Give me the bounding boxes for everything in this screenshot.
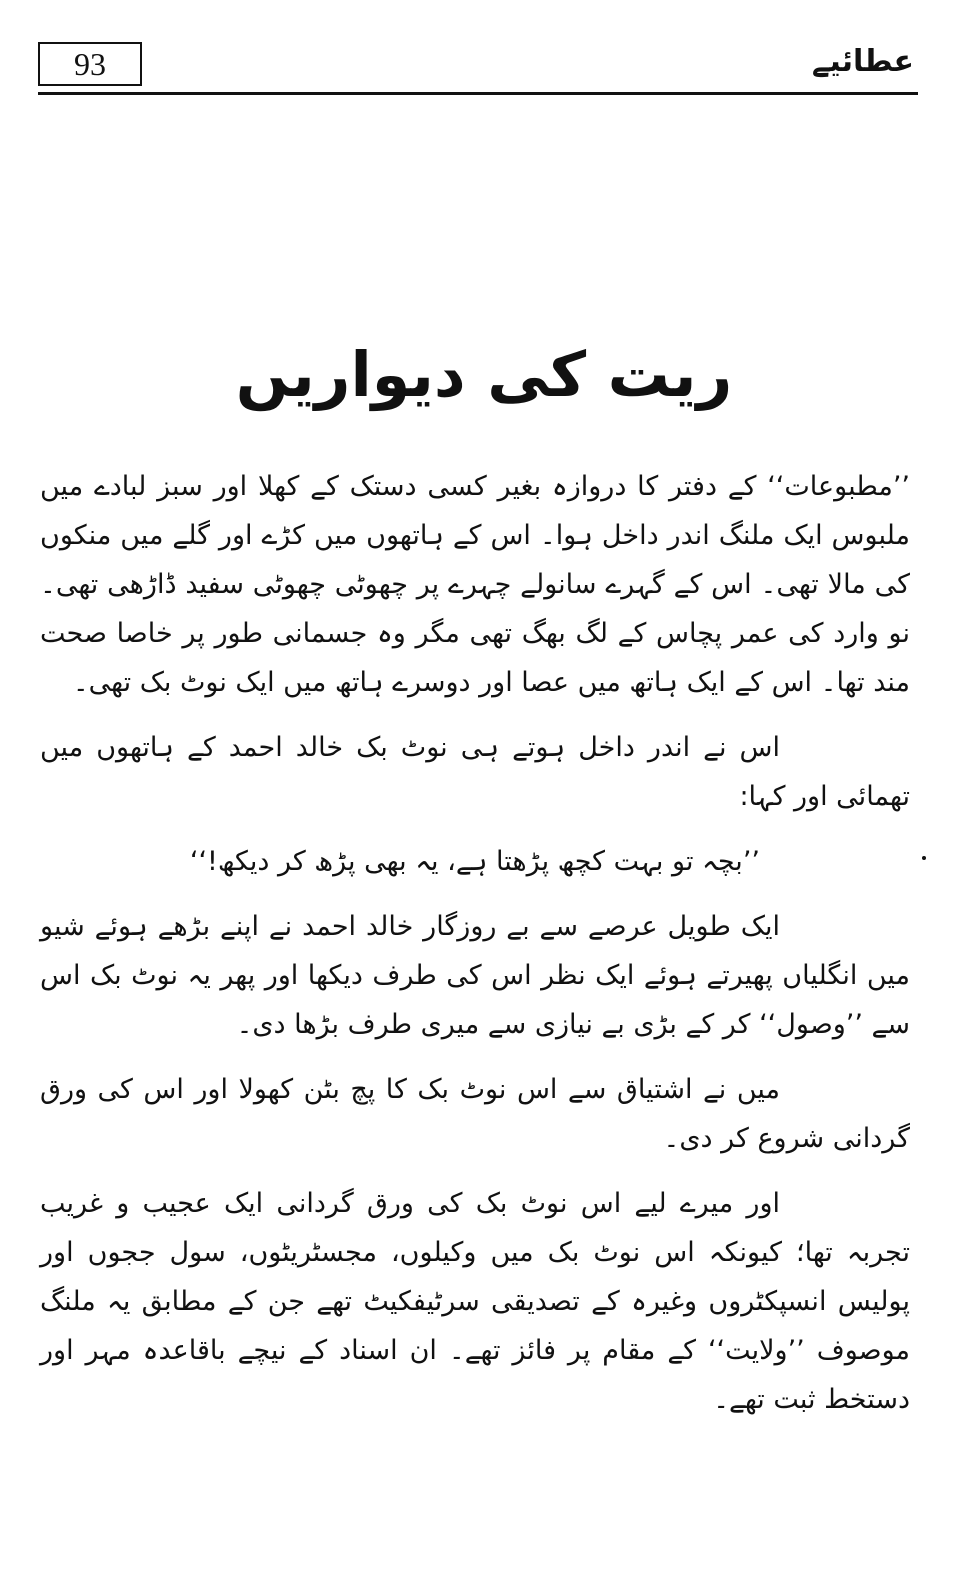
paragraph-3: ایک طویل عرصے سے بے روزگار خالد احمد نے اپنے بڑھے ہوئے شیو میں انگلیاں پھیرتے ہوئے ایک نظر اس کی طرف دیکھا اور پھر یہ نوٹ بک اس سے ’’وصول‘‘ کر کے بڑی بے نیازی سے میری طرف بڑھا دی۔ bbox=[40, 911, 910, 1040]
running-head: عطائیے bbox=[811, 44, 914, 79]
paragraph-4: میں نے اشتیاق سے اس نوٹ بک کا پچ بٹن کھولا اور اس کی ورق گردانی شروع کر دی۔ bbox=[40, 1074, 910, 1154]
page-number: 93 bbox=[74, 45, 106, 82]
paragraph-2: اس نے اندر داخل ہوتے ہی نوٹ بک خالد احمد کے ہاتھوں میں تھمائی اور کہا: bbox=[40, 732, 910, 812]
body-text bbox=[40, 462, 910, 1440]
story-title: ریت کی دیواریں bbox=[235, 337, 733, 411]
paragraph-1: ’’مطبوعات‘‘ کے دفتر کا دروازہ بغیر کسی دستک کے کھلا اور سبز لبادے میں ملبوس ایک ملنگ اندر داخل ہوا۔ اس کے ہاتھوں میں کڑے اور گلے میں منکوں کی مالا تھی۔ اس کے گہرے سانولے چہرے پر چھوٹی چھوٹی سفید ڈاڑھی تھی۔ نو وارد کی عمر پچاس کے لگ بھگ تھی مگر وہ جسمانی طور پر خاصا صحت مند تھا۔ اس کے ایک ہاتھ میں عصا اور دوسرے ہاتھ میں ایک نوٹ بک تھی۔ bbox=[40, 471, 910, 698]
stray-ink-mark bbox=[922, 856, 926, 860]
page-number-box bbox=[38, 42, 142, 86]
paragraph-5: اور میرے لیے اس نوٹ بک کی ورق گردانی ایک عجیب و غریب تجربہ تھا؛ کیونکہ اس نوٹ بک میں وکیلوں، مجسٹریٹوں، سول ججوں اور پولیس انسپکٹروں وغیرہ کے تصدیقی سرٹیفکیٹ تھے جن کے مطابق یہ ملنگ موصوف ’’ولایت‘‘ کے مقام پر فائز تھے۔ ان اسناد کے نیچے باقاعدہ مہر اور دستخط ثبت تھے۔ bbox=[40, 1188, 910, 1415]
paragraph-quote: ’’بچہ تو بہت کچھ پڑھتا ہے، یہ بھی پڑھ کر دیکھ!‘‘ bbox=[189, 846, 760, 877]
header-rule bbox=[38, 92, 918, 95]
